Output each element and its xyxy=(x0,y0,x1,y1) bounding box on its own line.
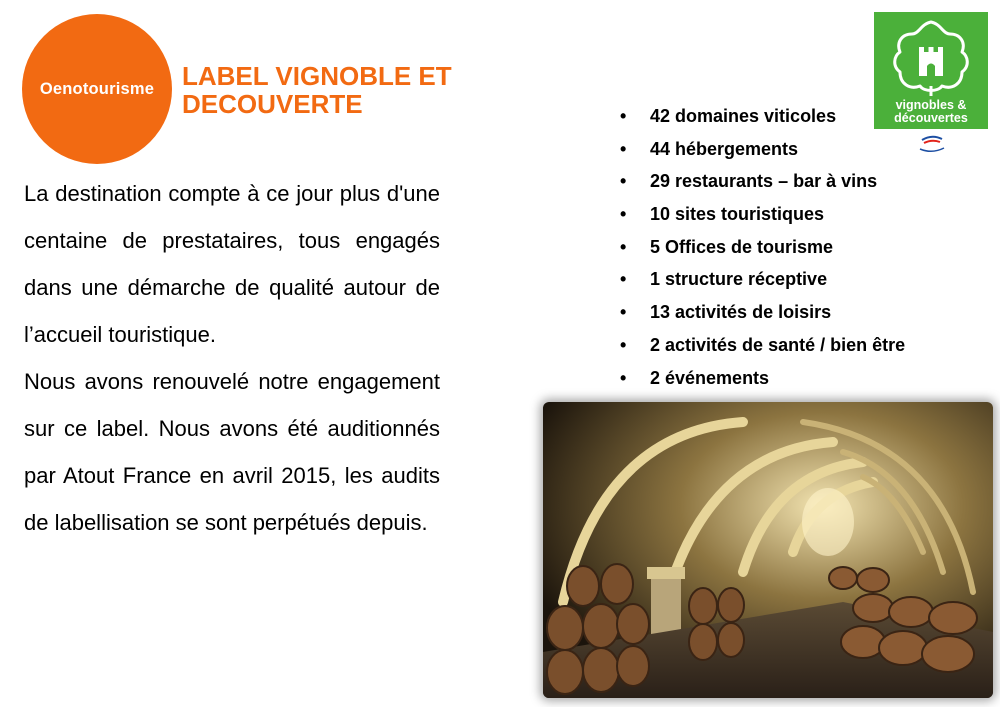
list-item xyxy=(620,263,905,296)
bullet-icon: • xyxy=(620,138,627,159)
stat-label: 1 structure réceptive xyxy=(650,269,828,290)
list-item xyxy=(620,362,905,395)
logo-label-line-1: vignobles & xyxy=(895,98,967,112)
bullet-icon: • xyxy=(620,367,627,388)
oenotourisme-badge xyxy=(22,14,172,164)
bullet-icon: • xyxy=(620,269,627,290)
list-item xyxy=(620,296,905,329)
stat-label: 29 restaurants – bar à vins xyxy=(650,171,878,192)
logo-label-line-2: découvertes xyxy=(894,111,968,125)
stat-label: 44 hébergements xyxy=(650,138,799,159)
body-paragraph-2: Nous avons renouvelé notre engagement sur ce label. Nous avons été auditionnés par Atout France en avril 2015, les audits de labellisation se sont perpétués depuis. xyxy=(24,369,440,535)
page-title xyxy=(182,62,522,118)
bullet-icon: • xyxy=(620,106,627,126)
list-item xyxy=(620,100,905,133)
list-item xyxy=(620,231,905,264)
bullet-icon: • xyxy=(620,204,627,225)
body-text xyxy=(24,170,440,546)
stats-list xyxy=(620,100,905,394)
cellar-illustration xyxy=(543,402,993,698)
stat-label: 10 sites touristiques xyxy=(650,204,825,225)
list-item xyxy=(620,329,905,362)
bullet-icon: • xyxy=(620,236,627,257)
stat-label: 5 Offices de tourisme xyxy=(650,236,834,257)
title-line-1: LABEL VIGNOBLE ET xyxy=(182,61,452,91)
list-item xyxy=(620,165,905,198)
title-line-2: DECOUVERTE xyxy=(182,89,363,119)
body-paragraph-1: La destination compte à ce jour plus d'une centaine de prestataires, tous engagés dans une démarche de qualité autour de l’accueil touristique. xyxy=(24,181,440,347)
stat-label: 2 activités de santé / bien être xyxy=(650,334,906,355)
stat-label: 42 domaines viticoles xyxy=(650,106,837,126)
bullet-icon: • xyxy=(620,302,627,323)
wine-cellar-photo xyxy=(543,402,993,698)
stat-label: 2 événements xyxy=(650,367,770,388)
badge-label: Oenotourisme xyxy=(39,79,155,98)
france-mark-icon xyxy=(916,134,948,154)
stat-label: 13 activités de loisirs xyxy=(650,302,832,323)
bullet-icon: • xyxy=(620,334,627,355)
bullet-icon: • xyxy=(620,171,627,192)
list-item xyxy=(620,198,905,231)
list-item xyxy=(620,133,905,166)
